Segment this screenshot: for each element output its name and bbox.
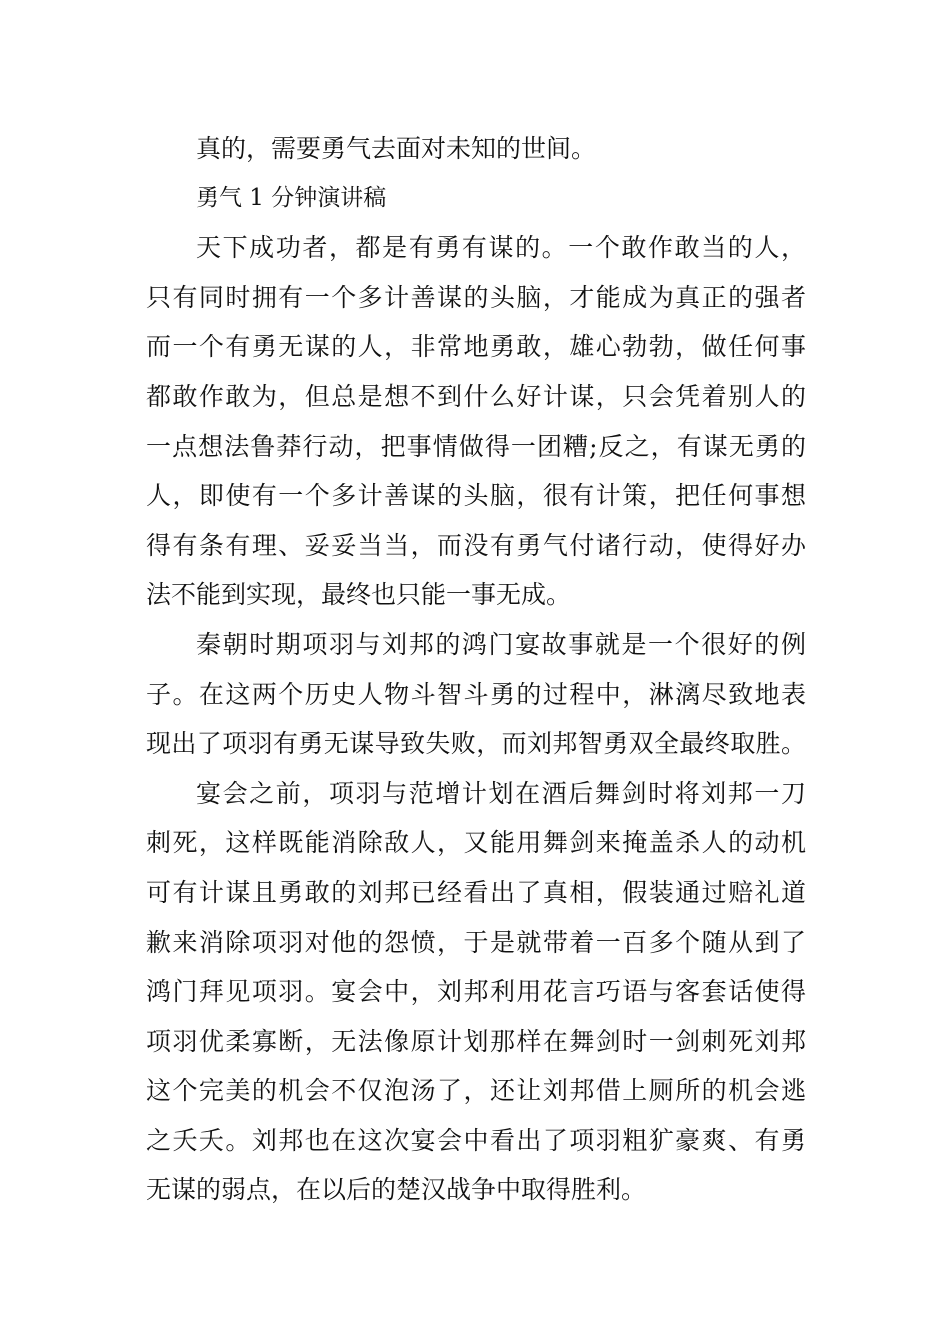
paragraph-3-line-7: 这个完美的机会不仅泡汤了，还让刘邦借上厕所的机会逃 xyxy=(146,1076,806,1106)
paragraph-2-line-2: 子。在这两个历史人物斗智斗勇的过程中，淋漓尽致地表 xyxy=(146,679,806,709)
paragraph-3-line-2: 刺死，这样既能消除敌人，又能用舞剑来掩盖杀人的动机 xyxy=(146,828,806,858)
paragraph-1-line-3: 而一个有勇无谋的人，非常地勇敢，雄心勃勃，做任何事 xyxy=(146,332,806,362)
paragraph-2-line-3: 现出了项羽有勇无谋导致失败，而刘邦智勇双全最终取胜。 xyxy=(146,729,806,759)
paragraph-3-line-5: 鸿门拜见项羽。宴会中，刘邦利用花言巧语与客套话使得 xyxy=(146,977,806,1007)
paragraph-1-line-2: 只有同时拥有一个多计善谋的头脑，才能成为真正的强者 xyxy=(146,282,806,312)
paragraph-3-line-8: 之夭夭。刘邦也在这次宴会中看出了项羽粗犷豪爽、有勇 xyxy=(146,1125,806,1155)
text-line-closing-sentence: 真的，需要勇气去面对未知的世间。 xyxy=(196,134,597,163)
paragraph-3-line-1: 宴会之前，项羽与范增计划在酒后舞剑时将刘邦一刀 xyxy=(196,778,806,808)
section-heading: 勇气 1 分钟演讲稿 xyxy=(196,184,387,211)
paragraph-2-line-1: 秦朝时期项羽与刘邦的鸿门宴故事就是一个很好的例 xyxy=(196,629,806,659)
paragraph-3-line-3: 可有计谋且勇敢的刘邦已经看出了真相，假装通过赔礼道 xyxy=(146,877,806,907)
paragraph-1-line-8: 法不能到实现，最终也只能一事无成。 xyxy=(146,580,572,610)
document-body xyxy=(146,124,806,1215)
paragraph-3-line-9: 无谋的弱点，在以后的楚汉战争中取得胜利。 xyxy=(146,1175,647,1205)
paragraph-1-line-4: 都敢作敢为，但总是想不到什么好计谋，只会凭着别人的 xyxy=(146,381,806,411)
paragraph-3-line-6: 项羽优柔寡断，无法像原计划那样在舞剑时一剑刺死刘邦 xyxy=(146,1026,806,1056)
paragraph-1-line-1: 天下成功者，都是有勇有谋的。一个敢作敢当的人， xyxy=(196,233,806,263)
paragraph-3-line-4: 歉来消除项羽对他的怨愤，于是就带着一百多个随从到了 xyxy=(146,927,806,957)
paragraph-1-line-6: 人，即使有一个多计善谋的头脑，很有计策，把任何事想 xyxy=(146,481,806,511)
paragraph-1-line-5: 一点想法鲁莽行动，把事情做得一团糟;反之，有谋无勇的 xyxy=(146,431,806,461)
paragraph-1-line-7: 得有条有理、妥妥当当，而没有勇气付诸行动，使得好办 xyxy=(146,530,806,560)
